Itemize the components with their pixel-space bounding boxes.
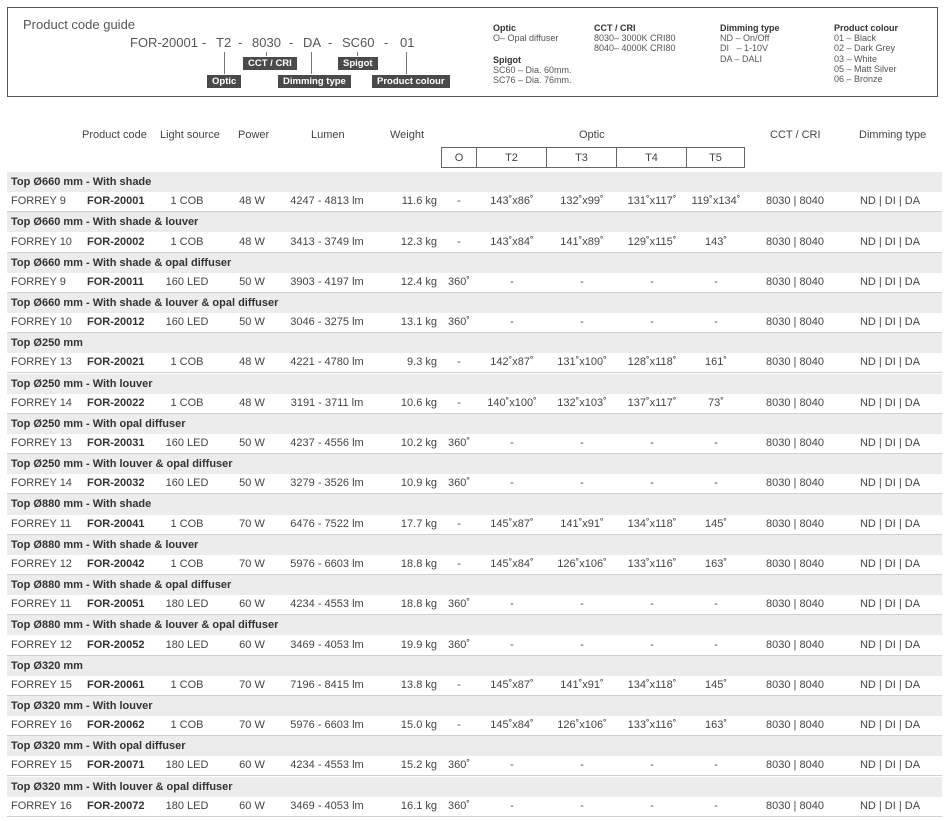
connector-line bbox=[224, 52, 225, 74]
cell-power: 70 W bbox=[239, 557, 265, 570]
cell-product-code: FOR-20061 bbox=[87, 678, 145, 691]
table-row bbox=[7, 233, 942, 253]
cell-light-source: 160 LED bbox=[165, 437, 209, 449]
cell-dimming-type: ND | DI | DA bbox=[859, 396, 921, 409]
cell-optic-o: 360˚ bbox=[447, 316, 471, 329]
cell-power: 50 W bbox=[239, 437, 265, 449]
cell-light-source: 180 LED bbox=[165, 759, 209, 772]
cell-optic-t2: 143˚x84˚ bbox=[490, 235, 534, 248]
cell-light-source: 1 COB bbox=[170, 678, 204, 691]
cell-optic-t4: 128˚x118˚ bbox=[627, 356, 677, 369]
tag-cct: CCT / CRI bbox=[243, 57, 297, 70]
cell-power: 70 W bbox=[239, 517, 265, 530]
cell-optic-o: 360˚ bbox=[447, 437, 471, 449]
legend-cct-title: CCT / CRI bbox=[594, 23, 636, 33]
cell-product-code: FOR-20051 bbox=[87, 598, 145, 611]
cell-optic-t3: 141˚x89˚ bbox=[560, 235, 604, 248]
legend-item: 06 – Bronze bbox=[834, 74, 883, 85]
cell-product-name: FORREY 12 bbox=[11, 638, 72, 651]
cell-cct-cri: 8030 | 8040 bbox=[766, 799, 824, 812]
code-dash: - bbox=[328, 35, 333, 50]
cell-dimming-type: ND | DI | DA bbox=[859, 316, 921, 329]
cell-product-name: FORREY 9 bbox=[11, 195, 66, 208]
cell-weight: 12.4 kg bbox=[400, 275, 437, 288]
cell-optic-t5: 163˚ bbox=[704, 719, 728, 732]
cell-product-code: FOR-20002 bbox=[87, 235, 145, 248]
cell-weight: 15.0 kg bbox=[400, 719, 437, 732]
section-header: Top Ø660 mm - With shade & louver & opal diffuser bbox=[7, 293, 942, 313]
cell-lumen: 3469 - 4053 lm bbox=[290, 799, 364, 812]
cell-optic-t5: - bbox=[714, 275, 718, 288]
table-row bbox=[7, 515, 942, 535]
header-weight: Weight bbox=[390, 129, 425, 141]
table-row bbox=[7, 434, 942, 454]
cell-dimming-type: ND | DI | DA bbox=[859, 719, 921, 732]
legend-item: 03 – White bbox=[834, 53, 878, 64]
cell-cct-cri: 8030 | 8040 bbox=[766, 316, 824, 329]
legend-item: O– Opal diffuser bbox=[493, 33, 559, 44]
code-optic: T2 bbox=[216, 35, 232, 50]
cell-optic-t2: 140˚x100˚ bbox=[487, 396, 537, 409]
cell-dimming-type: ND | DI | DA bbox=[859, 638, 921, 651]
table-row bbox=[7, 394, 942, 414]
cell-optic-o: - bbox=[457, 396, 461, 409]
cell-optic-t4: - bbox=[650, 316, 654, 329]
cell-dimming-type: ND | DI | DA bbox=[859, 235, 921, 248]
table-row bbox=[7, 676, 942, 696]
cell-product-name: FORREY 14 bbox=[11, 477, 72, 490]
cell-power: 50 W bbox=[239, 477, 265, 490]
cell-product-code: FOR-20032 bbox=[87, 477, 145, 490]
cell-dimming-type: ND | DI | DA bbox=[859, 759, 921, 772]
cell-optic-o: - bbox=[457, 678, 461, 691]
cell-product-code: FOR-20071 bbox=[87, 759, 145, 772]
cell-product-name: FORREY 13 bbox=[11, 356, 72, 369]
cell-product-name: FORREY 15 bbox=[11, 678, 72, 691]
cell-lumen: 5976 - 6603 lm bbox=[290, 557, 364, 570]
code-dash: - bbox=[238, 35, 243, 50]
cell-optic-t5: - bbox=[714, 638, 718, 651]
cell-optic-t3: 126˚x106˚ bbox=[557, 719, 607, 732]
cell-weight: 18.8 kg bbox=[400, 557, 437, 570]
cell-power: 48 W bbox=[239, 195, 265, 208]
cell-optic-t3: - bbox=[580, 437, 584, 449]
cell-dimming-type: ND | DI | DA bbox=[859, 356, 921, 369]
header-optic: Optic bbox=[579, 129, 605, 141]
cell-weight: 10.6 kg bbox=[400, 396, 437, 409]
cell-product-code: FOR-20022 bbox=[87, 396, 145, 409]
code-cct: 8030 bbox=[252, 35, 281, 50]
cell-weight: 18.8 kg bbox=[400, 598, 437, 611]
cell-light-source: 160 LED bbox=[165, 477, 209, 490]
section-header: Top Ø320 mm - With louver & opal diffuser bbox=[7, 777, 942, 797]
tag-spigot: Spigot bbox=[338, 57, 378, 70]
cell-optic-t3: 131˚x100˚ bbox=[557, 356, 607, 369]
connector-line bbox=[266, 52, 267, 56]
cell-optic-t5: - bbox=[714, 598, 718, 611]
section-header: Top Ø880 mm - With shade & louver & opal diffuser bbox=[7, 615, 942, 635]
cell-cct-cri: 8030 | 8040 bbox=[766, 437, 824, 449]
table-row bbox=[7, 474, 942, 494]
table-row bbox=[7, 756, 942, 776]
header-product-code: Product code bbox=[82, 129, 147, 141]
cell-light-source: 180 LED bbox=[165, 598, 209, 611]
cell-product-name: FORREY 11 bbox=[11, 517, 72, 530]
cell-optic-t2: - bbox=[510, 316, 514, 329]
header-cct: CCT / CRI bbox=[770, 129, 821, 141]
cell-light-source: 1 COB bbox=[170, 719, 204, 732]
header-power: Power bbox=[238, 129, 270, 141]
cell-optic-t4: 133˚x116˚ bbox=[627, 557, 677, 570]
cell-cct-cri: 8030 | 8040 bbox=[766, 275, 824, 288]
cell-optic-t3: - bbox=[580, 275, 584, 288]
cell-optic-t3: 126˚x106˚ bbox=[557, 557, 607, 570]
cell-cct-cri: 8030 | 8040 bbox=[766, 759, 824, 772]
legend-item: DI – 1-10V bbox=[720, 43, 769, 54]
section-header: Top Ø880 mm - With shade & louver bbox=[7, 535, 942, 555]
legend-spigot-title: Spigot bbox=[493, 55, 521, 65]
cell-cct-cri: 8030 | 8040 bbox=[766, 517, 824, 530]
cell-optic-t4: - bbox=[650, 437, 654, 449]
cell-weight: 13.1 kg bbox=[400, 316, 437, 329]
cell-lumen: 3413 - 3749 lm bbox=[290, 235, 364, 248]
cell-optic-t2: 142˚x87˚ bbox=[490, 356, 534, 369]
cell-optic-t5: - bbox=[714, 759, 718, 772]
cell-optic-t2: 145˚x84˚ bbox=[490, 557, 534, 570]
cell-light-source: 180 LED bbox=[165, 799, 209, 812]
cell-lumen: 4221 - 4780 lm bbox=[290, 356, 364, 369]
header-dimming: Dimming type bbox=[859, 129, 927, 141]
cell-optic-t4: 134˚x118˚ bbox=[627, 678, 677, 691]
section-header: Top Ø320 mm - With louver bbox=[7, 696, 942, 716]
cell-dimming-type: ND | DI | DA bbox=[859, 598, 921, 611]
code-dimming: DA bbox=[303, 35, 322, 50]
legend-spigot bbox=[493, 55, 572, 86]
cell-dimming-type: ND | DI | DA bbox=[859, 437, 921, 449]
cell-power: 60 W bbox=[239, 759, 265, 772]
cell-cct-cri: 8030 | 8040 bbox=[766, 638, 824, 651]
cell-light-source: 1 COB bbox=[170, 396, 204, 409]
section-header: Top Ø250 mm - With louver bbox=[7, 374, 942, 394]
cell-optic-t2: 145˚x87˚ bbox=[490, 678, 534, 691]
cell-power: 60 W bbox=[239, 638, 265, 651]
code-spigot: SC60 bbox=[342, 35, 375, 50]
cell-lumen: 4247 - 4813 lm bbox=[290, 195, 364, 208]
cell-power: 48 W bbox=[239, 396, 265, 409]
legend-item: 8030– 3000K CRI80 bbox=[594, 33, 676, 44]
cell-product-name: FORREY 16 bbox=[11, 719, 72, 732]
legend-dimming bbox=[720, 23, 780, 64]
cell-optic-t3: - bbox=[580, 477, 584, 490]
cell-optic-t3: - bbox=[580, 759, 584, 772]
cell-optic-t2: - bbox=[510, 275, 514, 288]
cell-optic-t4: - bbox=[650, 477, 654, 490]
connector-line bbox=[406, 52, 407, 74]
section-header: Top Ø880 mm - With shade bbox=[7, 494, 942, 514]
optic-col-t3: T3 bbox=[547, 147, 617, 168]
product-code-guide bbox=[7, 7, 938, 97]
header-light-source: Light source bbox=[160, 129, 220, 141]
cell-optic-t3: - bbox=[580, 316, 584, 329]
cell-power: 70 W bbox=[239, 719, 265, 732]
cell-cct-cri: 8030 | 8040 bbox=[766, 598, 824, 611]
cell-cct-cri: 8030 | 8040 bbox=[766, 235, 824, 248]
cell-cct-cri: 8030 | 8040 bbox=[766, 557, 824, 570]
table-row bbox=[7, 716, 942, 736]
section-header: Top Ø250 mm bbox=[7, 333, 942, 353]
cell-dimming-type: ND | DI | DA bbox=[859, 557, 921, 570]
cell-optic-t4: 129˚x115˚ bbox=[627, 235, 677, 248]
cell-product-code: FOR-20012 bbox=[87, 316, 145, 329]
legend-item: 02 – Dark Grey bbox=[834, 43, 896, 54]
legend-item: ND – On/Off bbox=[720, 33, 770, 44]
cell-optic-t5: 145˚ bbox=[704, 517, 728, 530]
cell-power: 60 W bbox=[239, 598, 265, 611]
cell-dimming-type: ND | DI | DA bbox=[859, 275, 921, 288]
cell-optic-t5: - bbox=[714, 477, 718, 490]
cell-optic-t5: - bbox=[714, 799, 718, 812]
cell-product-name: FORREY 12 bbox=[11, 557, 72, 570]
cell-product-name: FORREY 10 bbox=[11, 316, 72, 329]
cell-optic-t5: 145˚ bbox=[704, 678, 728, 691]
optic-col-o: O bbox=[441, 147, 477, 168]
cell-lumen: 3191 - 3711 lm bbox=[290, 396, 364, 409]
cell-cct-cri: 8030 | 8040 bbox=[766, 678, 824, 691]
cell-product-name: FORREY 16 bbox=[11, 799, 72, 812]
cell-dimming-type: ND | DI | DA bbox=[859, 517, 921, 530]
cell-dimming-type: ND | DI | DA bbox=[859, 678, 921, 691]
cell-power: 50 W bbox=[239, 316, 265, 329]
cell-optic-t2: - bbox=[510, 598, 514, 611]
cell-optic-t4: - bbox=[650, 598, 654, 611]
cell-optic-o: 360˚ bbox=[447, 638, 471, 651]
code-dash: - bbox=[384, 35, 389, 50]
guide-title: Product code guide bbox=[23, 17, 136, 32]
cell-weight: 13.8 kg bbox=[400, 678, 437, 691]
cell-optic-t5: 73˚ bbox=[708, 396, 724, 409]
cell-optic-o: - bbox=[457, 195, 461, 208]
cell-product-code: FOR-20011 bbox=[87, 275, 144, 288]
cell-optic-t5: 119˚x134˚ bbox=[691, 195, 741, 208]
cell-product-code: FOR-20041 bbox=[87, 517, 145, 530]
cell-optic-t5: - bbox=[714, 316, 718, 329]
table-row bbox=[7, 595, 942, 615]
cell-dimming-type: ND | DI | DA bbox=[859, 799, 921, 812]
table-row bbox=[7, 353, 942, 373]
cell-product-name: FORREY 15 bbox=[11, 759, 72, 772]
cell-lumen: 3903 - 4197 lm bbox=[290, 275, 364, 288]
cell-optic-t2: - bbox=[510, 638, 514, 651]
cell-weight: 16.1 kg bbox=[400, 799, 437, 812]
cell-cct-cri: 8030 | 8040 bbox=[766, 356, 824, 369]
cell-optic-t4: 131˚x117˚ bbox=[627, 195, 677, 208]
section-header: Top Ø320 mm - With opal diffuser bbox=[7, 736, 942, 756]
table-row bbox=[7, 636, 942, 656]
section-header: Top Ø320 mm bbox=[7, 656, 942, 676]
cell-light-source: 1 COB bbox=[170, 235, 204, 248]
optic-col-t4: T4 bbox=[617, 147, 687, 168]
cell-product-name: FORREY 13 bbox=[11, 437, 72, 449]
section-header: Top Ø250 mm - With louver & opal diffuser bbox=[7, 454, 942, 474]
cell-optic-o: 360˚ bbox=[447, 598, 471, 611]
cell-power: 70 W bbox=[239, 678, 265, 691]
code-dash: - bbox=[202, 35, 207, 50]
cell-optic-t2: - bbox=[510, 477, 514, 490]
tag-optic: Optic bbox=[207, 75, 241, 88]
cell-optic-t4: - bbox=[650, 799, 654, 812]
cell-optic-o: - bbox=[457, 557, 461, 570]
cell-optic-o: - bbox=[457, 517, 461, 530]
cell-optic-o: 360˚ bbox=[447, 477, 471, 490]
cell-optic-t4: 137˚x117˚ bbox=[627, 396, 677, 409]
cell-light-source: 1 COB bbox=[170, 195, 204, 208]
legend-colour bbox=[834, 23, 898, 84]
table-row bbox=[7, 797, 942, 817]
optic-col-t5: T5 bbox=[687, 147, 745, 168]
cell-optic-t3: - bbox=[580, 598, 584, 611]
connector-line bbox=[357, 52, 358, 56]
cell-weight: 17.7 kg bbox=[400, 517, 437, 530]
cell-light-source: 1 COB bbox=[170, 557, 204, 570]
cell-optic-t3: 132˚x103˚ bbox=[557, 396, 607, 409]
cell-lumen: 4234 - 4553 lm bbox=[290, 598, 364, 611]
cell-dimming-type: ND | DI | DA bbox=[859, 195, 921, 208]
cell-cct-cri: 8030 | 8040 bbox=[766, 396, 824, 409]
cell-weight: 11.6 kg bbox=[401, 195, 437, 208]
cell-optic-t3: - bbox=[580, 799, 584, 812]
cell-lumen: 3469 - 4053 lm bbox=[290, 638, 364, 651]
cell-light-source: 160 LED bbox=[165, 275, 209, 288]
legend-optic-title: Optic bbox=[493, 23, 517, 33]
table-row bbox=[7, 192, 942, 212]
table-row bbox=[7, 555, 942, 575]
cell-cct-cri: 8030 | 8040 bbox=[766, 195, 824, 208]
cell-optic-t4: - bbox=[650, 759, 654, 772]
cell-optic-t3: 141˚x91˚ bbox=[560, 678, 604, 691]
cell-light-source: 1 COB bbox=[170, 356, 204, 369]
table-row bbox=[7, 313, 942, 333]
section-header: Top Ø660 mm - With shade & louver bbox=[7, 212, 942, 232]
cell-product-code: FOR-20052 bbox=[87, 638, 145, 651]
legend-item: SC60 – Dia. 60mm. bbox=[493, 65, 572, 76]
cell-optic-t2: 145˚x84˚ bbox=[490, 719, 534, 732]
cell-optic-t2: 145˚x87˚ bbox=[490, 517, 534, 530]
cell-cct-cri: 8030 | 8040 bbox=[766, 719, 824, 732]
header-lumen: Lumen bbox=[311, 129, 345, 141]
legend-item: 01 – Black bbox=[834, 33, 877, 44]
cell-optic-t2: - bbox=[510, 759, 514, 772]
cell-optic-o: 360˚ bbox=[447, 275, 471, 288]
cell-product-name: FORREY 11 bbox=[11, 598, 72, 611]
connector-line bbox=[311, 52, 312, 74]
cell-optic-o: - bbox=[457, 719, 461, 732]
section-header: Top Ø660 mm - With shade & opal diffuser bbox=[7, 253, 942, 273]
cell-optic-o: - bbox=[457, 356, 461, 369]
section-header: Top Ø880 mm - With shade & opal diffuser bbox=[7, 575, 942, 595]
cell-product-code: FOR-20042 bbox=[87, 557, 145, 570]
legend-item: DA – DALI bbox=[720, 53, 763, 64]
cell-optic-t3: - bbox=[580, 638, 584, 651]
table-row bbox=[7, 273, 942, 293]
cell-optic-o: - bbox=[457, 235, 461, 248]
cell-optic-t4: 133˚x116˚ bbox=[627, 719, 677, 732]
cell-weight: 9.3 kg bbox=[407, 356, 437, 369]
cell-weight: 10.9 kg bbox=[400, 477, 437, 490]
code-dash: - bbox=[289, 35, 294, 50]
cell-product-name: FORREY 10 bbox=[11, 235, 72, 248]
cell-weight: 10.2 kg bbox=[400, 437, 437, 449]
cell-power: 50 W bbox=[239, 275, 265, 288]
cell-optic-t5: - bbox=[714, 437, 718, 449]
optic-col-t2: T2 bbox=[477, 147, 547, 168]
legend-cct bbox=[594, 23, 676, 54]
cell-optic-t4: 134˚x118˚ bbox=[627, 517, 677, 530]
cell-product-name: FORREY 9 bbox=[11, 275, 66, 288]
cell-light-source: 160 LED bbox=[165, 316, 209, 329]
legend-dimming-title: Dimming type bbox=[720, 23, 780, 33]
cell-lumen: 3046 - 3275 lm bbox=[290, 316, 364, 329]
cell-weight: 15.2 kg bbox=[400, 759, 437, 772]
cell-product-name: FORREY 14 bbox=[11, 396, 72, 409]
legend-item: 05 – Matt Silver bbox=[834, 63, 897, 74]
legend-colour-title: Product colour bbox=[834, 23, 899, 33]
section-header: Top Ø660 mm - With shade bbox=[7, 172, 942, 192]
cell-weight: 12.3 kg bbox=[400, 235, 437, 248]
cell-lumen: 6476 - 7522 lm bbox=[290, 517, 364, 530]
cell-weight: 19.9 kg bbox=[400, 638, 437, 651]
cell-product-code: FOR-20021 bbox=[87, 356, 145, 369]
cell-optic-t2: 143˚x86˚ bbox=[490, 195, 534, 208]
cell-light-source: 1 COB bbox=[170, 517, 204, 530]
cell-power: 48 W bbox=[239, 356, 265, 369]
cell-optic-t3: 141˚x91˚ bbox=[560, 517, 604, 530]
cell-lumen: 7196 - 8415 lm bbox=[290, 678, 364, 691]
cell-product-code: FOR-20001 bbox=[87, 195, 145, 208]
cell-optic-t5: 143˚ bbox=[704, 235, 728, 248]
cell-light-source: 180 LED bbox=[165, 638, 209, 651]
legend-item: 8040– 4000K CRI80 bbox=[594, 43, 676, 54]
cell-optic-t5: 163˚ bbox=[704, 557, 728, 570]
cell-lumen: 4234 - 4553 lm bbox=[290, 759, 364, 772]
cell-optic-t2: - bbox=[510, 437, 514, 449]
cell-lumen: 3279 - 3526 lm bbox=[290, 477, 364, 490]
tag-colour: Product colour bbox=[372, 75, 450, 88]
cell-optic-t4: - bbox=[650, 638, 654, 651]
cell-optic-t4: - bbox=[650, 275, 654, 288]
tag-dimming: Dimming type bbox=[278, 75, 351, 88]
cell-cct-cri: 8030 | 8040 bbox=[766, 477, 824, 490]
legend-optic bbox=[493, 23, 558, 43]
cell-lumen: 4237 - 4556 lm bbox=[290, 437, 364, 449]
cell-product-code: FOR-20031 bbox=[87, 437, 145, 449]
cell-optic-t3: 132˚x99˚ bbox=[560, 195, 604, 208]
cell-product-code: FOR-20062 bbox=[87, 719, 145, 732]
cell-product-code: FOR-20072 bbox=[87, 799, 145, 812]
code-product: FOR-20001 bbox=[130, 35, 198, 50]
cell-power: 48 W bbox=[239, 235, 265, 248]
cell-optic-t2: - bbox=[510, 799, 514, 812]
cell-optic-o: 360˚ bbox=[447, 799, 471, 812]
cell-power: 60 W bbox=[239, 799, 265, 812]
cell-dimming-type: ND | DI | DA bbox=[859, 477, 921, 490]
cell-optic-o: 360˚ bbox=[447, 759, 471, 772]
cell-optic-t5: 161˚ bbox=[704, 356, 728, 369]
cell-lumen: 5976 - 6603 lm bbox=[290, 719, 364, 732]
code-colour: 01 bbox=[400, 35, 415, 50]
section-header: Top Ø250 mm - With opal diffuser bbox=[7, 414, 942, 434]
legend-item: SC76 – Dia. 76mm. bbox=[493, 75, 572, 86]
